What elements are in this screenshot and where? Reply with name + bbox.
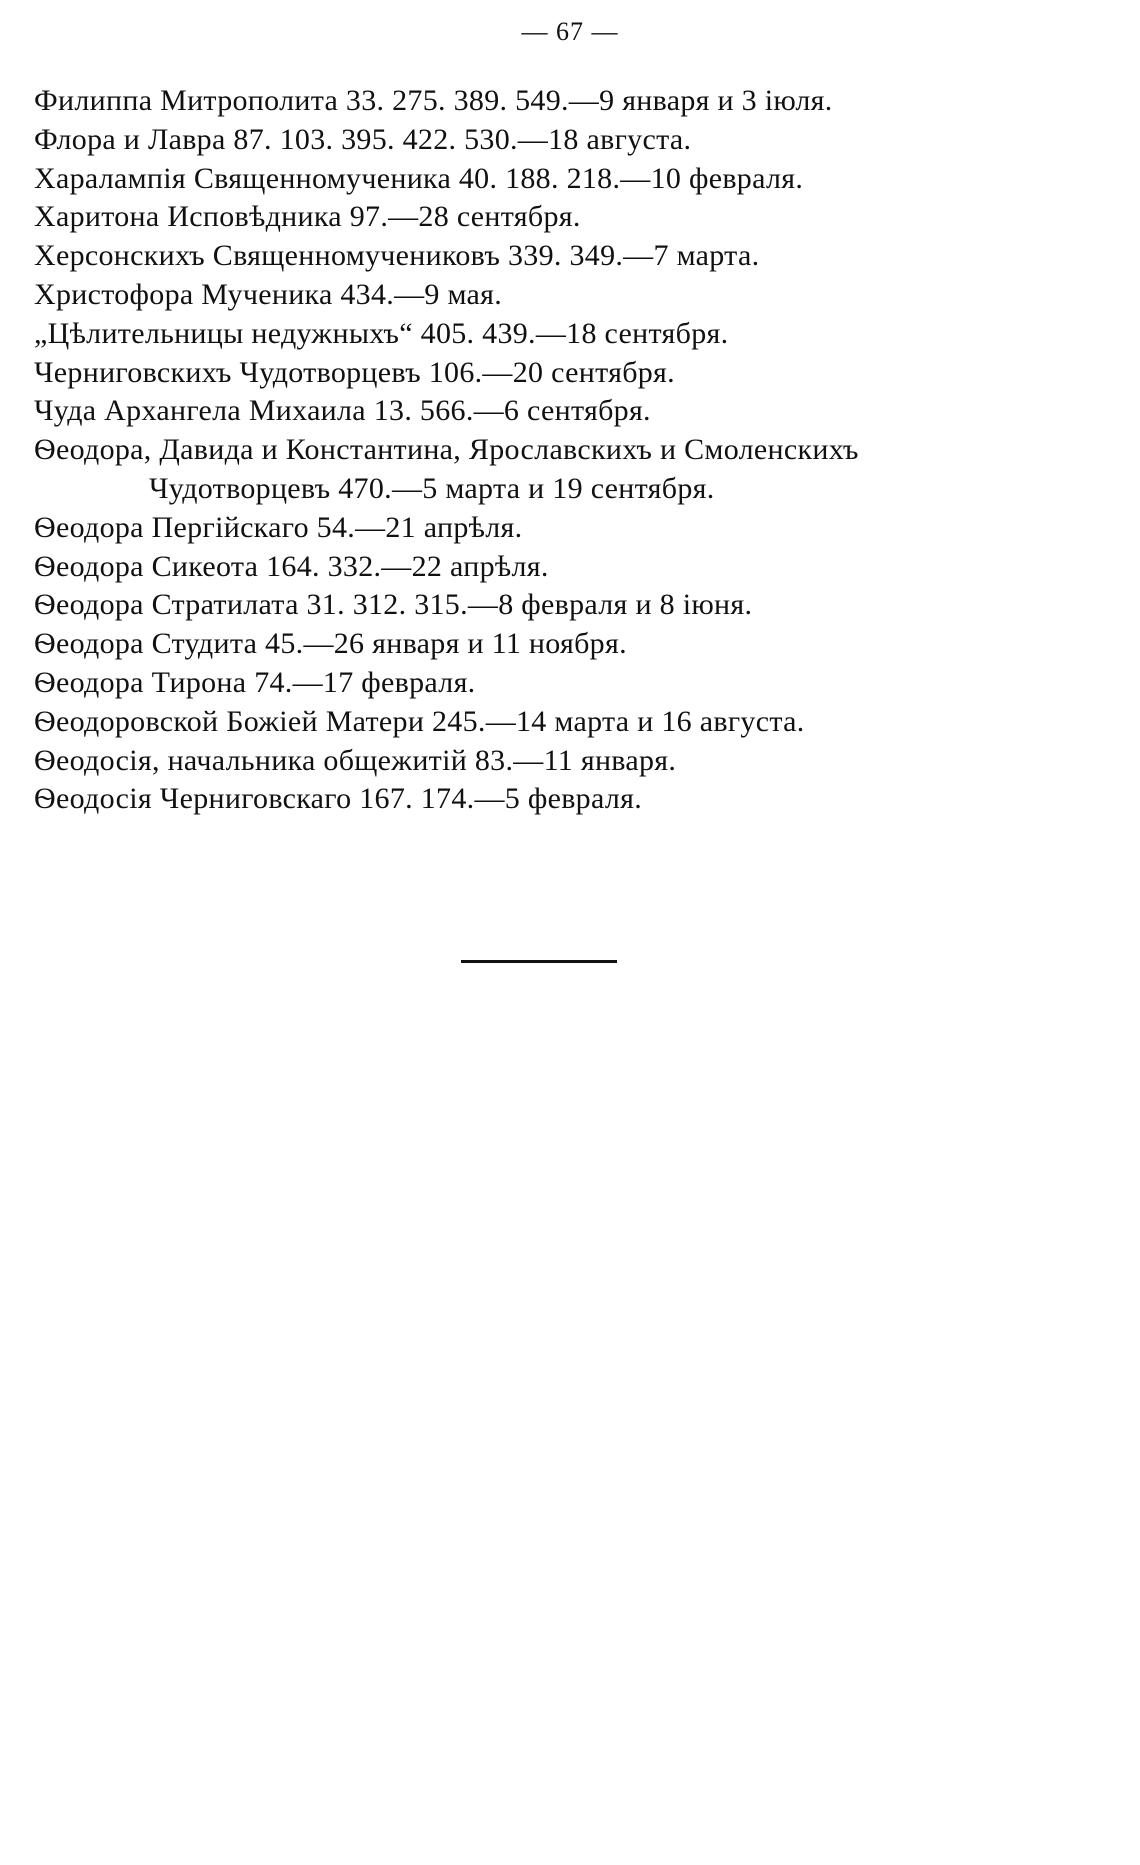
list-item (34, 548, 1094, 587)
entry-text: Ѳеодора Стратилата 31. 312. 315.—8 февраля и 8 іюня. (34, 588, 753, 622)
list-item (34, 586, 1094, 625)
list-item (34, 82, 1094, 121)
list-item (34, 160, 1094, 199)
entry-text: Ѳеодоровской Божіей Матери 245.—14 марта и 16 августа. (34, 704, 805, 738)
entry-text: Ѳеодора Пергійскаго 54.—21 апрѣля. (34, 510, 523, 544)
entry-text: Харитона Исповѣдника 97.—28 сентября. (34, 200, 581, 234)
entry-text: Харалампія Священномученика 40. 188. 218.—10 февраля. (34, 161, 804, 195)
entry-text: „Цѣлительницы недужныхъ“ 405. 439.—18 сентября. (34, 316, 729, 350)
list-item (34, 237, 1094, 276)
list-item (34, 664, 1094, 703)
list-item (34, 625, 1094, 664)
section-end-rule (461, 960, 617, 963)
page-number: — 67 — (521, 17, 619, 46)
entry-text: Ѳеодора Сикеота 164. 332.—22 апрѣля. (34, 549, 549, 583)
list-item (34, 742, 1094, 781)
list-item (34, 392, 1094, 431)
entry-text: Христофора Мученика 434.—9 мая. (34, 277, 503, 311)
list-item (34, 431, 1094, 509)
list-item (34, 509, 1094, 548)
entry-text: Ѳеодора Студита 45.—26 января и 11 ноября. (34, 627, 627, 661)
list-item (34, 121, 1094, 160)
calendar-entry-list (34, 82, 1094, 819)
entry-text: Ѳеодосія, начальника общежитій 83.—11 января. (34, 743, 677, 777)
list-item (34, 315, 1094, 354)
entry-continuation-text: Чудотворцевъ 470.—5 марта и 19 сентября. (149, 471, 715, 505)
entry-text: Ѳеодосія Черниговскаго 167. 174.—5 февраля. (34, 782, 643, 816)
entry-text: Черниговскихъ Чудотворцевъ 106.—20 сентября. (34, 355, 675, 389)
list-item (34, 276, 1094, 315)
entry-text: Флора и Лавра 87. 103. 395. 422. 530.—18 августа. (34, 122, 692, 156)
entry-text: Херсонскихъ Священномучениковъ 339. 349.—7 марта. (34, 239, 760, 273)
entry-text: Филиппа Митрополита 33. 275. 389. 549.—9 января и 3 іюля. (34, 84, 833, 117)
list-item (34, 780, 1094, 819)
list-item (34, 354, 1094, 393)
entry-text: Ѳеодора, Давида и Константина, Ярославскихъ и Смоленскихъ (34, 433, 859, 467)
entry-text: Ѳеодора Тирона 74.—17 февраля. (34, 665, 476, 699)
list-item (34, 198, 1094, 237)
entry-text: Чуда Архангела Михаила 13. 566.—6 сентября. (34, 394, 651, 428)
list-item (34, 703, 1094, 742)
